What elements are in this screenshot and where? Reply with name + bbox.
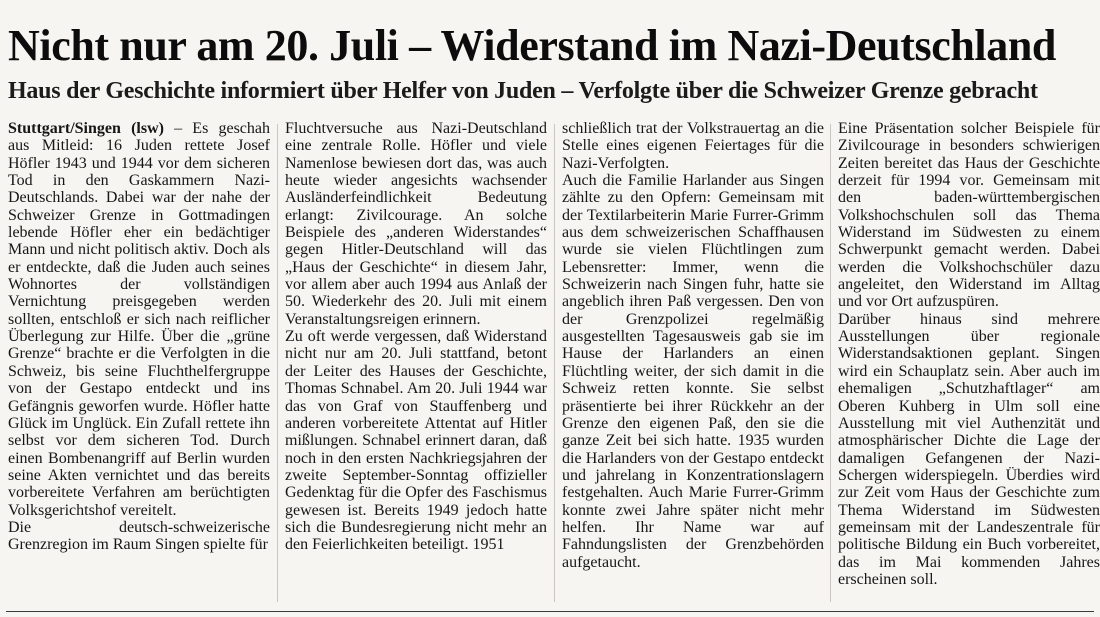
article-paragraph: Die deutsch-schweizerische Grenzregion im Raum Singen spielte für [8,518,270,554]
article-headline: Nicht nur am 20. Juli – Widerstand im Nazi-Deutschland [8,21,1056,70]
article-paragraph: Zu oft werde vergessen, daß Widerstand nicht nur am 20. Juli stattfand, betont der Leiter des Hauses der Geschichte, Thomas Schnabel. Am 20. Juli 1944 war das von Graf von Stauffenberg und anderen vorbereitete Attentat auf Hitler mißlungen. Schnabel erinnert daran, daß noch in den ersten Nachkriegsjahren der zweite September-Sonntag offizieller Gedenktag für die Opfer des Faschismus gewesen ist. Bereits 1949 jedoch hatte sich die Bundesregierung nicht mehr an den Feierlichkeiten beteiligt. 1951 [285,328,547,554]
article-paragraph: Eine Präsentation solcher Beispiele für Zivilcourage in besonders schwierigen Zeiten bereitet das Haus der Geschichte derzeit für 1994 vor. Gemeinsam mit den baden-württembergischen Volkshochschulen soll das Thema Widerstand im Südwesten zu einem Schwerpunkt gemacht werden. Dabei werden die Volkshochschüler dazu angeleitet, den Widerstand im Alltag und vor Ort aufzuspüren. [838,120,1100,311]
article-paragraph: Darüber hinaus sind mehrere Ausstellungen über regionale Widerstandsaktionen geplant. Singen wird ein Schauplatz sein. Aber auch im ehemaligen „Schutzhaftlager“ am Oberen Kuhberg in Ulm soll eine Ausstellung mit viel Authenzität und atmosphärischer Dichte die Lage der damaligen Gefangenen der Nazi-Schergen widerspiegeln. Überdies wird zur Zeit vom Haus der Geschichte zum Thema Widerstand im Südwesten gemeinsam mit der Landeszentrale für politische Bildung ein Buch vorbereitet, das im Mai kommenden Jahres erscheinen soll. [838,310,1100,588]
column-divider [830,124,831,602]
article-column-3 [562,120,824,604]
article-paragraph: schließlich trat der Volkstrauertag an die Stelle eines eigenen Feiertages für die Nazi-Verfolgten. [562,120,824,172]
article-column-2 [285,120,547,604]
article-paragraph [8,120,270,519]
article-paragraph: Auch die Familie Harlander aus Singen zählte zu den Opfern: Gemeinsam mit der Textilarbeiterin Marie Furrer-Grimm aus dem schweizerischen Schaffhausen wurde sie vielen Flüchtlingen zum Lebensretter: Immer, wenn die Schweizerin nach Singen fuhr, hatte sie angeblich ihren Paß vergessen. Den von der Grenzpolizei regelmäßig ausgestellten Tagesausweis gab sie im Hause der Harlanders an einen Flüchtling weiter, der sich damit in die Schweiz retten konnte. Sie selbst präsentierte bei ihrer Rückkehr an der Grenze den eigenen Paß, den sie die ganze Zeit bei sich hatte. 1935 wurden die Harlanders von der Gestapo entdeckt und jahrelang in Konzentrationslagern festgehalten. Auch Marie Furrer-Grimm konnte zwei Jahre später nicht mehr helfen. Ihr Name war auf Fahndungslisten der Grenzbehörden aufgetaucht. [562,172,824,571]
article-column-4 [838,120,1100,604]
paragraph-text: – Es geschah aus Mitleid: 16 Juden rettete Josef Höfler 1943 und 1944 vor dem sicheren Tod in den Gaskammern Nazi-Deutschlands. Dabei war der nahe der Schweizer Grenze in Gottmadingen lebende Höfler eher ein bedächtiger Mann und nicht politisch aktiv. Doch als er entdeckte, daß die Juden auch seines Wohnortes der vollständigen Vernichtung preisgegeben werden sollten, entschloß er sich nach reiflicher Überlegung zur Hilfe. Über die „grüne Grenze“ brachte er die Verfolgten in die Schweiz, bis seine Fluchthelfergruppe von der Gestapo entdeckt und ins Gefängnis geworfen wurde. Höfler hatte Glück im Unglück. Ein Zufall rettete ihn selbst vor dem sicheren Tod. Durch einen Bombenangriff auf Berlin wurden seine Akten vernichtet und das bereits vorbereitete Verfahren am berüchtigten Volksgerichtshof vereitelt. [8,120,270,519]
article-dateline: Stuttgart/Singen (lsw) [8,120,164,137]
article-paragraph: Fluchtversuche aus Nazi-Deutschland eine zentrale Rolle. Höfler und viele Namenlose bewiesen dort das, was auch heute wieder angesichts wachsender Ausländerfeindlichkeit Bedeutung erlangt: Zivilcourage. An solche Beispiele des „anderen Widerstandes“ gegen Hitler-Deutschland will das „Haus der Geschichte“ in diesem Jahr, vor allem aber auch 1994 aus Anlaß der 50. Wiederkehr des 20. Juli mit einem Veranstaltungsreigen erinnern. [285,120,547,328]
article-column-1 [8,120,270,604]
column-divider [554,124,555,602]
article-subheadline: Haus der Geschichte informiert über Helfer von Juden – Verfolgte über die Schweizer Grenze gebracht [8,78,1038,104]
bottom-rule [6,611,1094,612]
column-divider [277,124,278,602]
